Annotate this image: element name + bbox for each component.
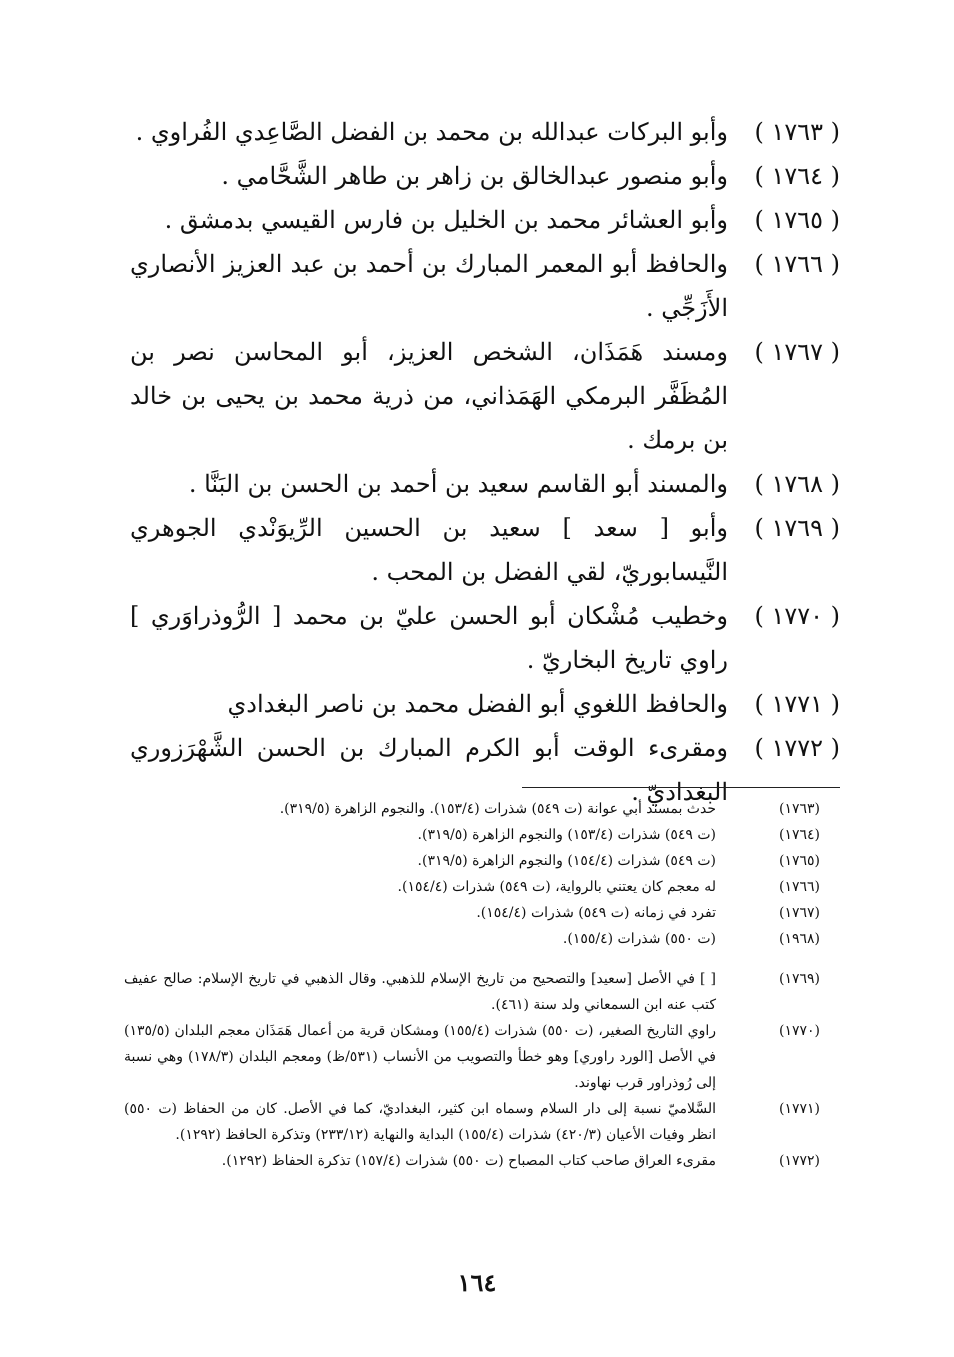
entry-1771 [130, 682, 840, 726]
footnote-1766 [124, 874, 820, 900]
main-text [130, 110, 840, 814]
entry-number: ( ١٧٧٠ ) [754, 602, 840, 630]
entry-text: وخطيب مُشْكان أبو الحسن عليّ بن محمد [ الرُّوذراوَري ] راوي تاريخ البخاريّ . [130, 602, 728, 674]
footnote-text: [ ] في الأصل [سعيد] والتصحيح من تاريخ الإسلام للذهبي. وقال الذهبي في تاريخ الإسلام: صالح عفيف كتب عنه ابن السمعاني ولد سنة (٤٦١). [124, 971, 716, 1013]
footnote-divider [522, 787, 840, 788]
footnotes [124, 796, 820, 1174]
entry-1764 [130, 154, 840, 198]
entry-text: وأبو البركات عبدالله بن محمد بن الفضل الصَّاعِدي الفُراوي . [135, 118, 728, 146]
footnote-1769 [124, 966, 820, 1018]
entry-text: والحافظ اللغوي أبو الفضل محمد بن ناصر البغدادي [227, 690, 728, 718]
entry-text: وأبو منصور عبدالخالق بن زاهر بن طاهر الشَّحَّامي . [221, 162, 728, 190]
entry-text: وأبو العشائر محمد بن الخليل بن فارس القيسي بدمشق . [164, 206, 728, 234]
footnote-number: (١٧٧٠) [778, 1023, 820, 1039]
entry-1767 [130, 330, 840, 462]
entry-text: ومقرىء الوقت أبو الكرم المبارك بن الحسن الشَّهْرَزوري البغداديّ . [130, 734, 728, 806]
page-number: ١٦٤ [457, 1268, 497, 1297]
footnote-1764 [124, 822, 820, 848]
entry-number: ( ١٧٦٨ ) [754, 470, 840, 498]
footnote-number: (١٧٦٧) [778, 905, 820, 921]
footnote-1763 [124, 796, 820, 822]
footnote-1771 [124, 1096, 820, 1148]
entry-number: ( ١٧٦٣ ) [754, 118, 840, 146]
footnote-number: (١٧٦٤) [778, 827, 820, 843]
entry-1766 [130, 242, 840, 330]
entry-1770 [130, 594, 840, 682]
entry-number: ( ١٧٦٦ ) [754, 250, 840, 278]
footnote-text: حدث بمسند أبي عوانة (ت ٥٤٩) شذرات (١٥٣/٤). والنجوم الزاهرة (٣١٩/٥). [279, 801, 716, 817]
entry-1763 [130, 110, 840, 154]
footnote-text: مقرىء العراق صاحب كتاب المصباح (ت ٥٥٠) شذرات (١٥٧/٤) تذكرة الحفاظ (١٢٩٢). [221, 1153, 716, 1169]
footnote-text: تفرد في زمانه (ت ٥٤٩) شذرات (١٥٤/٤). [476, 905, 716, 921]
entry-1769 [130, 506, 840, 594]
footnote-number: (١٧٧١) [778, 1101, 820, 1117]
footnote-number: (١٧٧٢) [778, 1153, 820, 1169]
footnote-1772 [124, 1148, 820, 1174]
entry-number: ( ١٧٦٩ ) [754, 514, 840, 542]
footnote-number: (١٧٦٩) [778, 971, 820, 987]
footnote-1768 [124, 926, 820, 952]
footnote-text: راوي التاريخ الصغير، (ت ٥٥٠) شذرات (١٥٥/٤) ومشكان قرية من أعمال هَمَذَان معجم البلدان (١٣٥/٥) في الأصل [الورد راوري] وهو خطأ والتصويب من الأنساب (٥٣١/ظ) ومعجم البلدان (١٧٨/٣) وهي نسبة إلى رُوذراور قرب نهاوند. [124, 1023, 717, 1091]
entry-1768 [130, 462, 840, 506]
footnote-number: (١٧٦٣) [778, 801, 820, 817]
footnote-1770 [124, 1018, 820, 1096]
entry-1765 [130, 198, 840, 242]
entry-number: ( ١٧٧٢ ) [754, 734, 840, 762]
footnote-number: (١٩٦٨) [778, 931, 820, 947]
entry-text: والمسند أبو القاسم سعيد بن أحمد بن الحسن بن البَنَّا . [188, 470, 728, 498]
footnote-text: (ت ٥٥٠) شذرات (١٥٥/٤). [562, 931, 716, 947]
entry-number: ( ١٧٦٤ ) [754, 162, 840, 190]
entry-text: ومسند هَمَذَان، الشخص العزيز، أبو المحاسن نصر بن المُظَفَّر البرمكي الهَمَذاني، من ذرية محمد بن يحيى بن خالد بن برمك . [130, 338, 728, 454]
entry-number: ( ١٧٦٥ ) [754, 206, 840, 234]
entry-number: ( ١٧٧١ ) [754, 690, 840, 718]
footnote-number: (١٧٦٦) [778, 879, 820, 895]
entry-text: والحافظ أبو المعمر المبارك بن أحمد بن عبد العزيز الأنصاري الأَزَجِّي . [130, 250, 728, 322]
entry-text: وأبو [ سعد ] سعيد بن الحسين الرِّيوَنْدي الجوهري النَّيسابوريّ، لقي الفضل بن المحب . [130, 514, 728, 586]
footnote-1765 [124, 848, 820, 874]
footnote-text: له معجم كان يعتني بالرواية، (ت ٥٤٩) شذرات (١٥٤/٤). [397, 879, 716, 895]
footnote-text: (ت ٥٤٩) شذرات (١٥٤/٤) والنجوم الزاهرة (٣١٩/٥). [417, 853, 716, 869]
footnote-text: (ت ٥٤٩) شذرات (١٥٣/٤) والنجوم الزاهرة (٣١٩/٥). [417, 827, 716, 843]
footnote-number: (١٧٦٥) [778, 853, 820, 869]
footnote-1767 [124, 900, 820, 926]
footnote-text: السَّلاميّ نسبة إلى دار السلام وسماه ابن كثير، البغداديّ، كما في الأصل. كان من الحفاظ (ت ٥٥٠) انظر وفيات الأعيان (٤٢٠/٣) شذرات (١٥٥/٤) البداية والنهاية (٢٣٣/١٢) وتذكرة الحافظ (١٢٩٢). [124, 1101, 716, 1143]
entry-number: ( ١٧٦٧ ) [754, 338, 840, 366]
